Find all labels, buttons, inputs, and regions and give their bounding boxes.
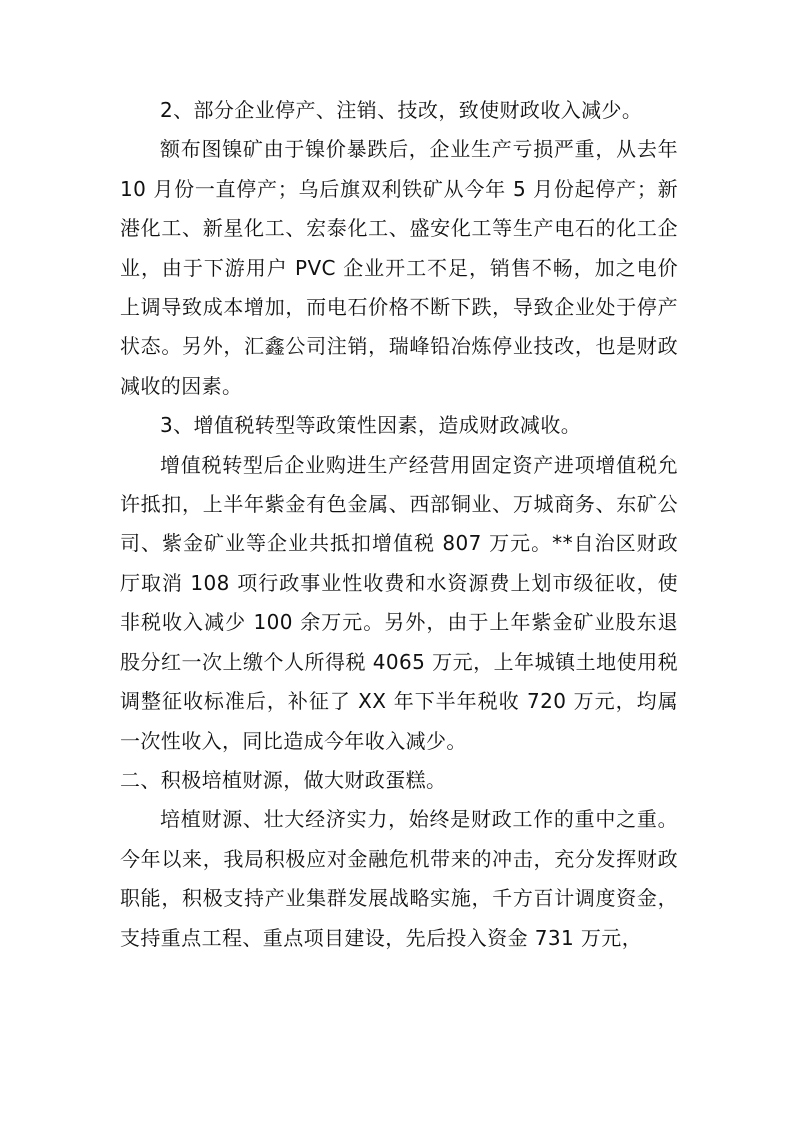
section-heading-2: 二、积极培植财源，做大财政蛋糕。 bbox=[120, 767, 447, 792]
document-body bbox=[120, 91, 678, 958]
paragraph-enterprise-shutdowns: 额布图镍矿由于镍价暴跌后，企业生产亏损严重，从去年 10 月份一直停产；乌后旗双利铁矿从今年 5 月份起停产；新港化工、新星化工、宏泰化工、盛安化工等生产电石的化工企业，由于下游用户 PVC 企业开工不足，销售不畅，加之电价上调导致成本增加，而电石价格不断下跌，导致企业处于停产状态。另外，汇鑫公司注销，瑞峰铅冶炼停业技改，也是财政减收的因素。 bbox=[120, 137, 678, 398]
paragraph-revenue-cultivation: 培植财源、壮大经济实力，始终是财政工作的重中之重。今年以来，我局积极应对金融危机带来的冲击，充分发挥财政职能，积极支持产业集群发展战略实施，千方百计调度资金，支持重点工程、重点项目建设，先后投入资金 731 万元， bbox=[120, 807, 678, 950]
subheading-3: 3、增值税转型等政策性因素，造成财政减收。 bbox=[160, 413, 582, 438]
paragraph-vat-reform: 增值税转型后企业购进生产经营用固定资产进项增值税允许抵扣，上半年紫金有色金属、西部铜业、万城商务、东矿公司、紫金矿业等企业共抵扣增值税 807 万元。**自治区财政厅取消 108 项行政事业性收费和水资源费上划市级征收，使非税收入减少 100 余万元。另外，由于上年紫金矿业股东退股分红一次上缴个人所得税 4065 万元，上年城镇土地使用税调整征收标准后，补征了 XX 年下半年税收 720 万元，均属一次性收入，同比造成今年收入减少。 bbox=[120, 452, 678, 753]
subheading-2: 2、部分企业停产、注销、技改，致使财政收入减少。 bbox=[160, 98, 643, 122]
